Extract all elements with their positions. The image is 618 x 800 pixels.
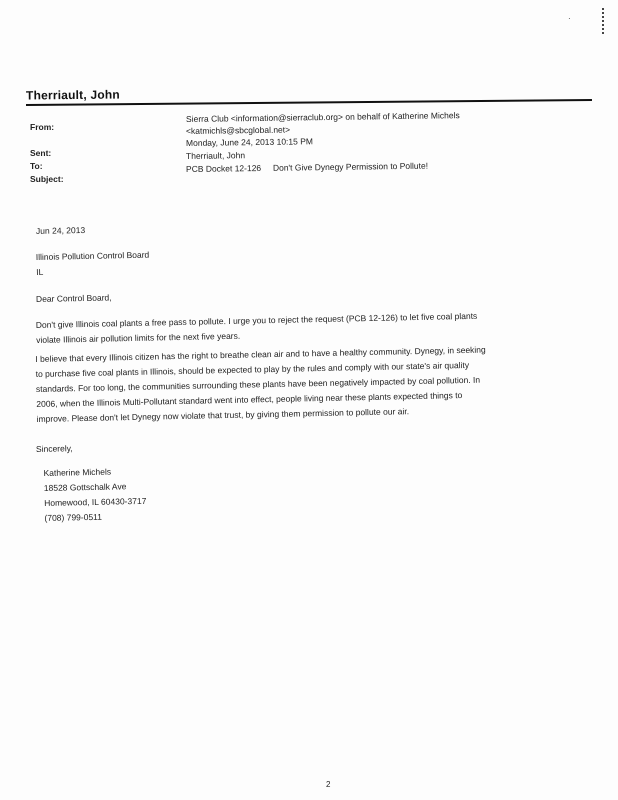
paragraph-line: standards. For too long, the communities surrounding these plants have been negatively impacted by coal pollution. In	[35, 374, 481, 394]
signature-phone: (708) 799-0511	[44, 511, 103, 523]
to-label: To:	[30, 161, 43, 171]
sent-label: Sent:	[30, 148, 52, 158]
letter-date: Jun 24, 2013	[35, 224, 86, 236]
page-number: 2	[326, 780, 331, 789]
sent-value: Monday, June 24, 2013 10:15 PM	[185, 136, 314, 148]
paragraph-line: Don't give Illinois coal plants a free pass to pollute. I urge you to reject the request (PCB 12-126) to let five coal plants	[35, 310, 478, 331]
subject-label: Subject:	[30, 174, 64, 184]
signature-name: Katherine Michels	[43, 466, 112, 479]
addressee-line: Illinois Pollution Control Board	[35, 249, 150, 263]
letter-closing: Sincerely,	[35, 443, 73, 454]
paragraph-line: I believe that every Illinois citizen has the right to breathe clean air and to have a healthy community. Dynegy, in seeking	[35, 344, 486, 365]
paragraph-line: to purchase five coal plants in Illinois, should be expected to play by the rules and comply with our state's air quality	[35, 359, 470, 380]
to-value: Therriault, John	[185, 150, 246, 161]
paragraph-line: violate Illinois air pollution limits for the next five years.	[36, 330, 241, 345]
addressee-line: IL	[36, 266, 44, 277]
scan-edge-mark	[602, 8, 606, 34]
from-value-line1: Sierra Club <information@sierraclub.org> on behalf of Katherine Michels	[185, 110, 460, 124]
letter-signature-block	[43, 454, 604, 526]
paragraph-line: improve. Please don't let Dynegy now violate that trust, by giving them permission to pollute our air.	[36, 406, 410, 424]
letter-salutation: Dear Control Board,	[35, 292, 112, 304]
from-value-line2: <katmichls@sbcglobal.net>	[185, 124, 291, 136]
signature-city: Homewood, IL 60430-3717	[44, 495, 147, 508]
from-label: From:	[30, 122, 55, 132]
recipient-header: Therriault, John	[25, 87, 120, 103]
letter-addressee	[36, 238, 597, 280]
paragraph-line: 2006, when the Illinois Multi-Pollutant standard went into effect, people living near these plants expected things to	[36, 390, 463, 409]
signature-street: 18528 Gottschalk Ave	[43, 481, 127, 494]
subject-value: PCB Docket 12-126 Don't Give Dynegy Permission to Pollute!	[185, 160, 429, 174]
scan-corner-mark: ·	[568, 14, 571, 23]
letter-paragraph-2	[35, 340, 596, 427]
